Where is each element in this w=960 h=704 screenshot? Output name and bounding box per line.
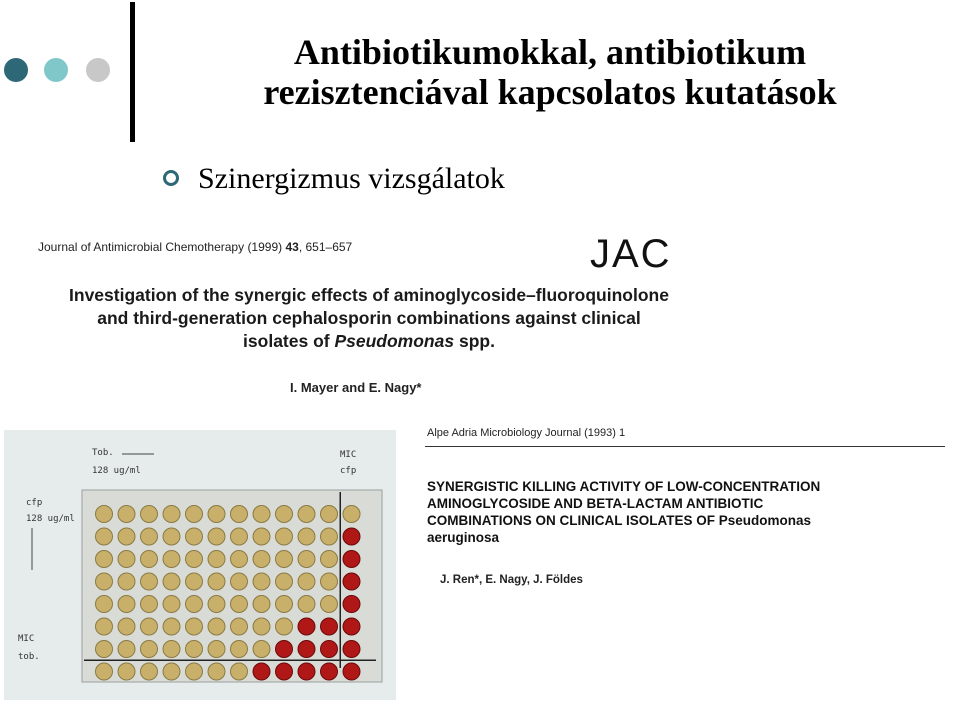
plate-well	[163, 663, 180, 680]
plate-well	[231, 641, 248, 658]
plate-well	[163, 528, 180, 545]
plate-label-mic-top: MIC	[340, 450, 357, 460]
plate-well	[276, 618, 293, 635]
plate-well	[321, 573, 338, 590]
jac-title-line-1: Investigation of the synergic effects of aminoglycoside–fluoroquinolone	[69, 285, 669, 305]
plate-well	[118, 596, 135, 613]
alpe-title-line-4: aeruginosa	[427, 530, 500, 545]
plate-well	[343, 573, 360, 590]
slide-title-line-2: rezisztenciával kapcsolatos kutatások	[263, 72, 837, 112]
plate-well	[298, 506, 315, 523]
plate-well	[118, 573, 135, 590]
plate-well	[186, 528, 203, 545]
dot-dark	[4, 58, 28, 82]
plate-well	[96, 573, 113, 590]
plate-well	[253, 551, 270, 568]
plate-well	[163, 551, 180, 568]
slide-title-line-1: Antibiotikumokkal, antibiotikum	[293, 32, 807, 72]
jac-authors: I. Mayer and E. Nagy*	[290, 380, 422, 395]
plate-well	[96, 506, 113, 523]
plate-well	[298, 596, 315, 613]
plate-well	[231, 506, 248, 523]
plate-well	[321, 618, 338, 635]
plate-well	[186, 506, 203, 523]
plate-well	[276, 506, 293, 523]
plate-well	[253, 573, 270, 590]
plate-well	[208, 506, 225, 523]
jac-journal-volume: 43	[285, 240, 299, 254]
plate-label-tob-top: Tob.	[92, 448, 114, 458]
plate-well	[253, 528, 270, 545]
plate-label-cfp-left-conc: 128 ug/ml	[26, 514, 75, 524]
plate-well	[186, 596, 203, 613]
plate-well	[231, 596, 248, 613]
jac-title-line-3	[44, 330, 694, 353]
microtiter-plate-photo	[4, 430, 396, 700]
alpe-title-line-3: COMBINATIONS ON CLINICAL ISOLATES OF Pseudomonas	[427, 513, 812, 528]
dot-teal	[44, 58, 68, 82]
plate-well	[163, 573, 180, 590]
plate-well	[141, 551, 158, 568]
plate-well	[96, 528, 113, 545]
plate-well	[186, 663, 203, 680]
jac-journal-pages: , 651–657	[298, 240, 353, 254]
plate-well	[321, 551, 338, 568]
plate-drawing	[4, 430, 396, 700]
plate-well	[253, 596, 270, 613]
plate-well	[118, 528, 135, 545]
jac-journal-name: Journal of Antimicrobial Chemotherapy (1999)	[38, 240, 286, 254]
plate-well	[208, 596, 225, 613]
alpe-paper-title	[427, 478, 947, 546]
plate-well	[298, 663, 315, 680]
plate-well	[141, 641, 158, 658]
alpe-header-rule	[425, 446, 945, 447]
plate-well	[141, 573, 158, 590]
plate-well	[231, 551, 248, 568]
alpe-title-line-1: SYNERGISTIC KILLING ACTIVITY OF LOW-CONCENTRATION	[427, 479, 821, 494]
plate-well	[208, 551, 225, 568]
plate-well	[253, 663, 270, 680]
plate-label-tob-bottom: tob.	[18, 652, 40, 662]
plate-label-cfp-left: cfp	[26, 498, 43, 508]
jac-title-line-3a: isolates of	[243, 331, 335, 351]
plate-well	[298, 618, 315, 635]
plate-well	[118, 618, 135, 635]
dot-grey	[86, 58, 110, 82]
plate-well	[276, 573, 293, 590]
plate-well	[186, 573, 203, 590]
jac-title-genus: Pseudomonas	[334, 331, 455, 351]
plate-well	[141, 506, 158, 523]
plate-label-cfp-top: cfp	[340, 466, 357, 476]
plate-well	[118, 663, 135, 680]
plate-well	[343, 618, 360, 635]
plate-well	[321, 596, 338, 613]
plate-well	[186, 618, 203, 635]
alpe-authors: J. Ren*, E. Nagy, J. Földes	[440, 574, 583, 586]
plate-well	[298, 528, 315, 545]
plate-well	[141, 663, 158, 680]
jac-title-line-3c: spp.	[454, 331, 495, 351]
plate-well	[96, 641, 113, 658]
plate-well	[276, 528, 293, 545]
plate-well	[208, 663, 225, 680]
jac-logo: JAC	[590, 232, 672, 276]
plate-well	[208, 573, 225, 590]
bullet-ring-icon	[163, 170, 179, 186]
plate-well	[231, 528, 248, 545]
jac-paper-title	[44, 284, 694, 353]
plate-well	[276, 551, 293, 568]
title-divider-bar	[130, 2, 135, 142]
plate-well	[298, 573, 315, 590]
plate-well	[208, 618, 225, 635]
plate-well	[163, 618, 180, 635]
plate-well	[141, 618, 158, 635]
plate-label-mic-bottom: MIC	[18, 634, 35, 644]
jac-title-line-2: and third-generation cephalosporin combinations against clinical	[97, 308, 641, 328]
plate-well	[276, 596, 293, 613]
plate-well	[186, 551, 203, 568]
plate-well	[208, 641, 225, 658]
slide-title	[150, 32, 950, 112]
plate-well	[118, 551, 135, 568]
plate-label-tob-top-conc: 128 ug/ml	[92, 466, 141, 476]
alpe-title-line-2: AMINOGLYCOSIDE AND BETA-LACTAM ANTIBIOTIC	[427, 496, 764, 511]
plate-well	[96, 663, 113, 680]
bullet-text: Szinergizmus vizsgálatok	[198, 162, 505, 195]
plate-well	[96, 596, 113, 613]
plate-well	[141, 528, 158, 545]
plate-well	[276, 641, 293, 658]
plate-well	[186, 641, 203, 658]
plate-well	[298, 641, 315, 658]
plate-well	[253, 618, 270, 635]
plate-well	[321, 663, 338, 680]
plate-well	[276, 663, 293, 680]
plate-well	[231, 573, 248, 590]
plate-well	[343, 641, 360, 658]
plate-well	[321, 506, 338, 523]
plate-well	[343, 663, 360, 680]
plate-well	[231, 618, 248, 635]
plate-well	[343, 596, 360, 613]
plate-well	[141, 596, 158, 613]
alpe-journal-citation: Alpe Adria Microbiology Journal (1993) 1	[427, 427, 626, 439]
plate-well	[163, 641, 180, 658]
plate-well	[321, 528, 338, 545]
plate-well	[163, 506, 180, 523]
plate-well	[118, 641, 135, 658]
plate-well	[208, 528, 225, 545]
jac-journal-citation	[38, 240, 352, 254]
plate-well	[343, 506, 360, 523]
plate-well	[343, 528, 360, 545]
plate-well	[118, 506, 135, 523]
plate-well	[231, 663, 248, 680]
plate-well	[253, 641, 270, 658]
plate-well	[298, 551, 315, 568]
plate-well	[96, 551, 113, 568]
plate-well	[321, 641, 338, 658]
plate-well	[163, 596, 180, 613]
plate-well	[96, 618, 113, 635]
plate-well	[253, 506, 270, 523]
plate-well	[343, 551, 360, 568]
